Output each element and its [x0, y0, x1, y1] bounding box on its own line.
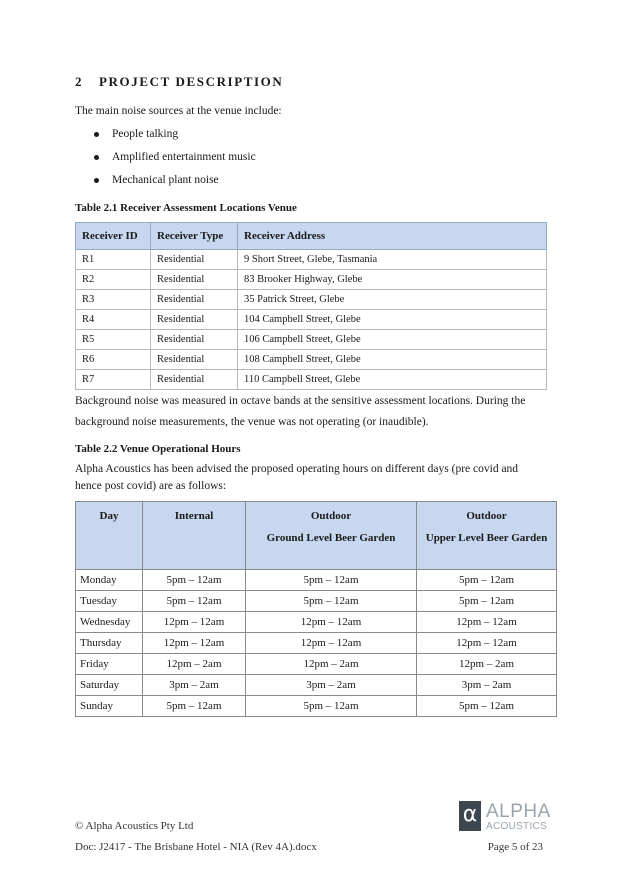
section-title: PROJECT DESCRIPTION: [99, 74, 284, 89]
table-row: [76, 654, 557, 675]
paragraph-line: Background noise was measured in octave bands at the sensitive assessment locations. During the: [75, 395, 526, 407]
table-cell: R1: [76, 250, 151, 270]
list-item: People talking: [75, 126, 256, 149]
table-row: [76, 310, 547, 330]
table-cell: Residential: [151, 370, 238, 390]
table-cell: Residential: [151, 290, 238, 310]
table-row: [76, 250, 547, 270]
section-number: 2: [75, 74, 84, 89]
table-cell: Tuesday: [76, 591, 143, 612]
table-cell: Residential: [151, 350, 238, 370]
table-cell: Monday: [76, 570, 143, 591]
table-cell: 35 Patrick Street, Glebe: [238, 290, 547, 310]
section-heading: [75, 74, 283, 90]
table-cell: 5pm – 12am: [417, 696, 557, 717]
table-cell: 3pm – 2am: [143, 675, 246, 696]
receiver-table: [75, 222, 547, 390]
column-header: Receiver Address: [238, 223, 547, 250]
table-row: [76, 612, 557, 633]
table-cell: R7: [76, 370, 151, 390]
table-cell: 5pm – 12am: [417, 591, 557, 612]
table-cell: 12pm – 12am: [246, 633, 417, 654]
table-cell: 12pm – 2am: [417, 654, 557, 675]
logo-word-alpha: ALPHA: [486, 801, 551, 822]
table-cell: 83 Brooker Highway, Glebe: [238, 270, 547, 290]
table-cell: Saturday: [76, 675, 143, 696]
table-row: [76, 330, 547, 350]
table-cell: 12pm – 2am: [246, 654, 417, 675]
table-cell: 12pm – 12am: [143, 612, 246, 633]
table-cell: 5pm – 12am: [417, 570, 557, 591]
table-cell: 3pm – 2am: [246, 675, 417, 696]
header-line: Outdoor: [310, 510, 352, 522]
noise-source-list: [75, 126, 256, 195]
operating-hours-table: [75, 501, 557, 717]
table-cell: R2: [76, 270, 151, 290]
table-cell: 3pm – 2am: [417, 675, 557, 696]
table-cell: 5pm – 12am: [246, 591, 417, 612]
table-cell: Wednesday: [76, 612, 143, 633]
table-row: [76, 570, 557, 591]
column-header: Internal: [143, 502, 246, 570]
table-cell: Residential: [151, 250, 238, 270]
table-cell: 12pm – 12am: [246, 612, 417, 633]
paragraph-line: hence post covid) are as follows:: [75, 480, 227, 492]
table-cell: 12pm – 12am: [143, 633, 246, 654]
table-cell: Residential: [151, 330, 238, 350]
list-item: Mechanical plant noise: [75, 172, 256, 195]
table-cell: Residential: [151, 310, 238, 330]
table-cell: Thursday: [76, 633, 143, 654]
footer-doc-name: Doc: J2417 - The Brisbane Hotel - NIA (Rev 4A).docx: [75, 841, 317, 853]
table-cell: 12pm – 2am: [143, 654, 246, 675]
list-item: Amplified entertainment music: [75, 149, 256, 172]
table-cell: Residential: [151, 270, 238, 290]
table-cell: 104 Campbell Street, Glebe: [238, 310, 547, 330]
table-cell: 12pm – 12am: [417, 612, 557, 633]
alpha-symbol-icon: α: [459, 801, 481, 831]
column-header: Day: [76, 502, 143, 570]
table-cell: 5pm – 12am: [143, 696, 246, 717]
table-row: [76, 696, 557, 717]
table-cell: 9 Short Street, Glebe, Tasmania: [238, 250, 547, 270]
logo-word-acoustics: ACOUSTICS: [486, 821, 548, 832]
intro-text: The main noise sources at the venue include:: [75, 105, 282, 117]
background-noise-paragraph: [75, 393, 555, 431]
table-cell: 106 Campbell Street, Glebe: [238, 330, 547, 350]
table-cell: Friday: [76, 654, 143, 675]
table-row: [76, 270, 547, 290]
column-header: [417, 502, 557, 570]
table1-caption: Table 2.1 Receiver Assessment Locations Venue: [75, 202, 297, 214]
table-row: [76, 350, 547, 370]
table-row: [76, 370, 547, 390]
paragraph-line: background noise measurements, the venue was not operating (or inaudible).: [75, 416, 429, 428]
table-cell: R5: [76, 330, 151, 350]
table-cell: 5pm – 12am: [246, 696, 417, 717]
table2-caption: Table 2.2 Venue Operational Hours: [75, 443, 241, 455]
table-cell: R6: [76, 350, 151, 370]
table-cell: 5pm – 12am: [143, 570, 246, 591]
table-header-row: [76, 223, 547, 250]
company-logo: [459, 801, 549, 833]
table-row: [76, 290, 547, 310]
header-line: Outdoor: [466, 510, 507, 522]
table-cell: 110 Campbell Street, Glebe: [238, 370, 547, 390]
hours-intro-paragraph: [75, 461, 555, 495]
table-cell: 12pm – 12am: [417, 633, 557, 654]
footer-copyright: © Alpha Acoustics Pty Ltd: [75, 820, 194, 832]
table-row: [76, 633, 557, 654]
paragraph-line: Alpha Acoustics has been advised the proposed operating hours on different days (pre covid and: [75, 463, 519, 475]
table-row: [76, 591, 557, 612]
column-header: Receiver ID: [76, 223, 151, 250]
header-line: Upper Level Beer Garden: [425, 532, 548, 544]
table-cell: 5pm – 12am: [246, 570, 417, 591]
table-cell: R3: [76, 290, 151, 310]
header-line: Ground Level Beer Garden: [266, 532, 396, 544]
column-header: Receiver Type: [151, 223, 238, 250]
table-cell: 5pm – 12am: [143, 591, 246, 612]
table-cell: 108 Campbell Street, Glebe: [238, 350, 547, 370]
table-cell: R4: [76, 310, 151, 330]
table-row: [76, 675, 557, 696]
footer-page-number: Page 5 of 23: [487, 841, 543, 853]
table-header-row: [76, 502, 557, 570]
table-cell: Sunday: [76, 696, 143, 717]
column-header: [246, 502, 417, 570]
